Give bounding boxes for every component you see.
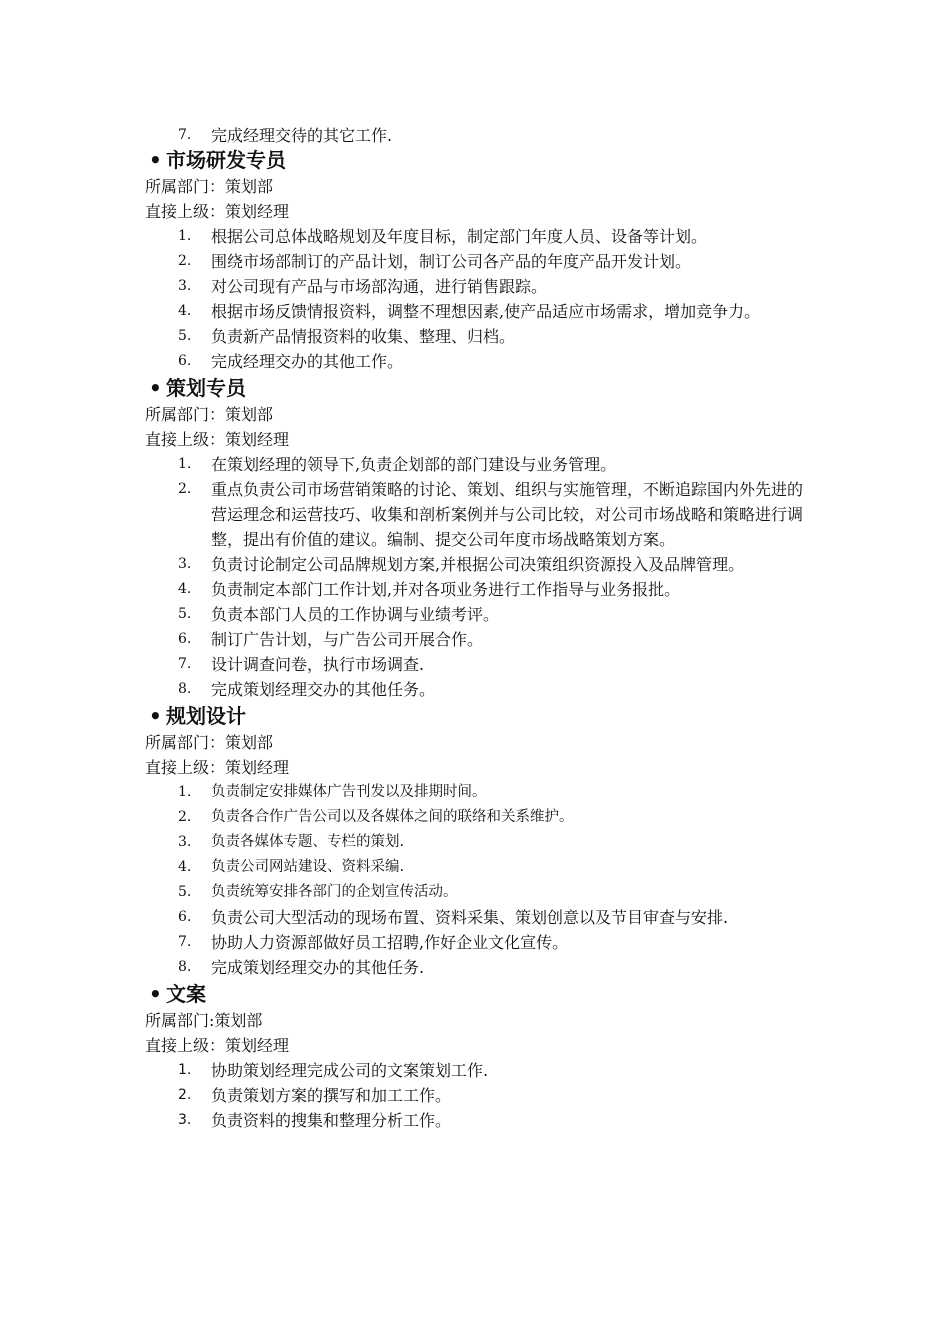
list-item-number: 7. bbox=[178, 656, 192, 672]
list-item bbox=[145, 930, 815, 955]
list-item bbox=[145, 552, 815, 577]
list-item bbox=[145, 1083, 815, 1108]
list-item bbox=[145, 324, 815, 349]
list-item bbox=[145, 349, 815, 374]
list-item-number: 8. bbox=[178, 681, 192, 697]
list-item-text: 制订广告计划，与广告公司开展合作。 bbox=[211, 630, 484, 649]
section-design-planning bbox=[145, 702, 815, 980]
list-item-text: 完成策划经理交办的其他任务. bbox=[211, 958, 425, 977]
list-item-text: 在策划经理的领导下,负责企划部的部门建设与业务管理。 bbox=[211, 455, 617, 474]
list-item bbox=[145, 452, 815, 477]
section-title: 文案 bbox=[166, 982, 206, 1006]
list-item-number: 1. bbox=[178, 1062, 192, 1078]
list-item bbox=[145, 224, 815, 249]
list-item-text: 负责讨论制定公司品牌规划方案,并根据公司决策组织资源投入及品牌管理。 bbox=[211, 555, 745, 574]
list-item-text: 协助人力资源部做好员工招聘,作好企业文化宣传。 bbox=[211, 933, 569, 952]
list-item bbox=[145, 249, 815, 274]
list-item bbox=[145, 652, 815, 677]
section-heading bbox=[145, 146, 815, 174]
list-item-number: 2. bbox=[178, 809, 192, 825]
duty-list bbox=[145, 452, 815, 702]
list-item bbox=[145, 274, 815, 299]
list-item-number: 2. bbox=[178, 253, 192, 269]
list-item-text: 负责公司网站建设、资料采编. bbox=[211, 859, 405, 875]
list-item-number: 8. bbox=[178, 959, 192, 975]
list-item bbox=[145, 602, 815, 627]
list-item bbox=[145, 805, 815, 830]
list-item-number: 5. bbox=[178, 884, 192, 900]
list-item-number: 3. bbox=[178, 556, 192, 572]
list-item-number: 4. bbox=[178, 859, 192, 875]
section-title: 策划专员 bbox=[166, 376, 246, 400]
section-title: 规划设计 bbox=[166, 704, 246, 728]
list-item-number: 5. bbox=[178, 328, 192, 344]
list-item-number: 2. bbox=[178, 481, 192, 497]
list-item-text: 负责策划方案的撰写和加工工作。 bbox=[211, 1086, 452, 1105]
list-item-number: 2. bbox=[178, 1087, 192, 1103]
bullet-icon: • bbox=[149, 704, 162, 728]
section-heading bbox=[145, 980, 815, 1008]
section-copywriting bbox=[145, 980, 815, 1133]
supervisor-line: 直接上级：策划经理 bbox=[145, 1036, 290, 1055]
list-item bbox=[145, 299, 815, 324]
list-item-text: 完成策划经理交办的其他任务。 bbox=[211, 680, 436, 699]
list-item-number: 1. bbox=[178, 456, 192, 472]
list-item-text: 重点负责公司市场营销策略的讨论、策划、组织与实施管理，不断追踪国内外先进的营运理念和运营技巧、收集和剖析案例并与公司比较，对公司市场战略和策略进行调整，提出有价值的建议。编制、提交公司年度市场战略策划方案。 bbox=[211, 480, 804, 549]
list-item-text: 协助策划经理完成公司的文案策划工作. bbox=[211, 1061, 489, 1080]
list-item bbox=[145, 627, 815, 652]
list-item-number: 5. bbox=[178, 606, 192, 622]
list-item bbox=[145, 780, 815, 805]
list-item bbox=[145, 880, 815, 905]
list-item-text: 围绕市场部制订的产品计划，制订公司各产品的年度产品开发计划。 bbox=[211, 252, 692, 271]
continued-list bbox=[0, 123, 950, 148]
list-item-text: 负责制定本部门工作计划,并对各项业务进行工作指导与业务报批。 bbox=[211, 580, 681, 599]
list-item-number: 6. bbox=[178, 353, 192, 369]
duty-list bbox=[145, 780, 815, 980]
section-heading bbox=[145, 374, 815, 402]
bullet-icon: • bbox=[149, 148, 162, 172]
list-item bbox=[145, 1108, 815, 1133]
list-item bbox=[145, 477, 815, 552]
list-item-text: 根据公司总体战略规划及年度目标，制定部门年度人员、设备等计划。 bbox=[211, 227, 708, 246]
bullet-icon: • bbox=[149, 376, 162, 400]
list-item-text: 对公司现有产品与市场部沟通，进行销售跟踪。 bbox=[211, 277, 548, 296]
list-item-text: 负责资料的搜集和整理分析工作。 bbox=[211, 1111, 452, 1130]
list-item-number: 1. bbox=[178, 228, 192, 244]
section-market-research bbox=[145, 146, 815, 374]
department-line: 所属部门：策划部 bbox=[145, 177, 274, 196]
list-item-text: 完成经理交办的其他工作。 bbox=[211, 352, 404, 371]
department-line: 所属部门：策划部 bbox=[145, 405, 274, 424]
list-item bbox=[145, 905, 815, 930]
bullet-icon: • bbox=[149, 982, 162, 1006]
list-item-number: 6. bbox=[178, 909, 192, 925]
duty-list bbox=[145, 1058, 815, 1133]
supervisor-line: 直接上级：策划经理 bbox=[145, 758, 290, 777]
list-item-number: 3. bbox=[178, 278, 192, 294]
department-line: 所属部门：策划部 bbox=[145, 733, 274, 752]
department-line: 所属部门:策划部 bbox=[145, 1011, 263, 1030]
section-heading bbox=[145, 702, 815, 730]
list-item-text: 负责本部门人员的工作协调与业绩考评。 bbox=[211, 605, 500, 624]
list-item-text: 负责公司大型活动的现场布置、资料采集、策划创意以及节目审查与安排. bbox=[211, 908, 729, 927]
supervisor-line: 直接上级：策划经理 bbox=[145, 202, 290, 221]
list-item-text: 根据市场反馈情报资料，调整不理想因素,使产品适应市场需求，增加竞争力。 bbox=[211, 302, 761, 321]
list-item-text: 负责制定安排媒体广告刊发以及排期时间。 bbox=[211, 784, 487, 800]
supervisor-line: 直接上级：策划经理 bbox=[145, 430, 290, 449]
list-item bbox=[145, 577, 815, 602]
list-item bbox=[145, 677, 815, 702]
list-item-text: 完成经理交待的其它工作. bbox=[211, 126, 393, 145]
list-item bbox=[145, 1058, 815, 1083]
list-item-text: 负责各媒体专题、专栏的策划. bbox=[211, 834, 405, 850]
list-item-number: 3. bbox=[178, 1112, 192, 1128]
list-item-number: 7. bbox=[178, 127, 192, 143]
list-item-text: 设计调查问卷，执行市场调查. bbox=[211, 655, 425, 674]
list-item-text: 负责新产品情报资料的收集、整理、归档。 bbox=[211, 327, 516, 346]
list-item-text: 负责各合作广告公司以及各媒体之间的联络和关系维护。 bbox=[211, 809, 574, 825]
section-title: 市场研发专员 bbox=[166, 148, 286, 172]
list-item-number: 4. bbox=[178, 303, 192, 319]
list-item bbox=[145, 955, 815, 980]
document-body bbox=[145, 146, 815, 1133]
list-item-number: 6. bbox=[178, 631, 192, 647]
list-item-text: 负责统筹安排各部门的企划宣传活动。 bbox=[211, 884, 458, 900]
list-item-number: 3. bbox=[178, 834, 192, 850]
list-item bbox=[145, 830, 815, 855]
section-planning-specialist bbox=[145, 374, 815, 702]
list-item-number: 4. bbox=[178, 581, 192, 597]
list-item-number: 7. bbox=[178, 934, 192, 950]
list-item bbox=[0, 123, 950, 148]
duty-list bbox=[145, 224, 815, 374]
list-item-number: 1. bbox=[178, 784, 192, 800]
list-item bbox=[145, 855, 815, 880]
